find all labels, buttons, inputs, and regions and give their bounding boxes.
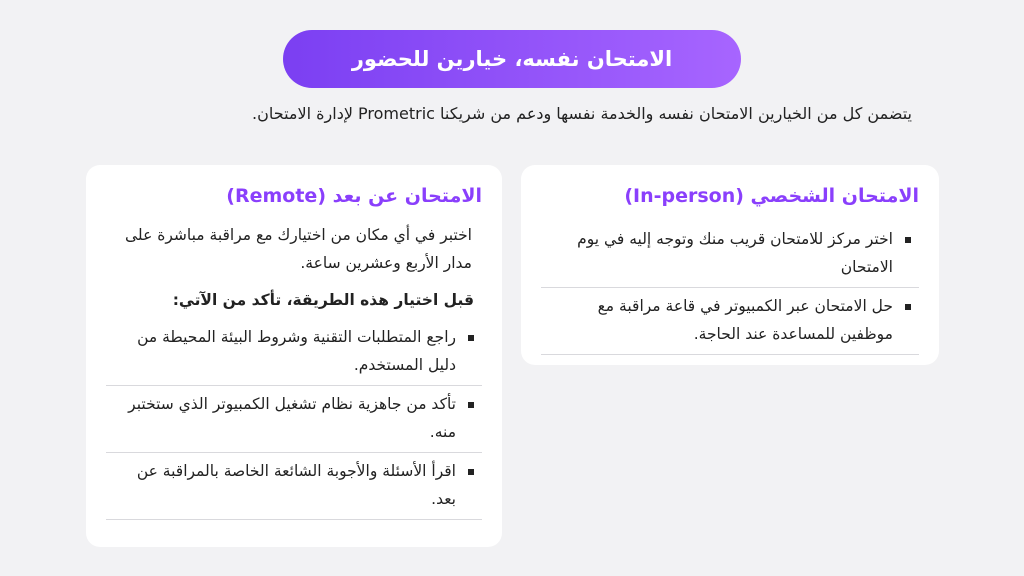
list-item-text: اختر مركز للامتحان قريب منك وتوجه إليه في يوم الامتحان (577, 230, 893, 276)
list-item (541, 288, 919, 355)
list-item-text: تأكد من جاهزية نظام تشغيل الكمبيوتر الذي ستختبر منه. (128, 395, 456, 441)
bullet-icon (468, 335, 474, 341)
remote-title: الامتحان عن بعد (Remote) (226, 185, 482, 207)
list-item-text: حل الامتحان عبر الكمبيوتر في قاعة مراقبة مع موظفين للمساعدة عند الحاجة. (597, 297, 893, 343)
list-item (106, 319, 482, 386)
list-item-text: راجع المتطلبات التقنية وشروط البيئة المحيطة من دليل المستخدم. (137, 328, 456, 374)
remote-subhead: قبل اختيار هذه الطريقة، تأكد من الآتي: (172, 291, 474, 309)
list-item-text: اقرأ الأسئلة والأجوبة الشائعة الخاصة بالمراقبة عن بعد. (136, 462, 456, 508)
inperson-card (521, 165, 939, 365)
list-item (106, 453, 482, 520)
remote-paragraph: اختبر في أي مكان من اختيارك مع مراقبة مباشرة على مدار الأربع وعشرين ساعة. (125, 226, 472, 272)
remote-list (106, 319, 482, 520)
bullet-icon (468, 402, 474, 408)
inperson-title: الامتحان الشخصي (In-person) (624, 185, 919, 207)
list-item (541, 221, 919, 288)
intro-text: يتضمن كل من الخيارين الامتحان نفسه والخدمة نفسها ودعم من شريكنا Prometric لإدارة الامتحان. (252, 104, 912, 123)
list-item (106, 386, 482, 453)
bullet-icon (905, 237, 911, 243)
bullet-icon (468, 469, 474, 475)
inperson-list (541, 221, 919, 355)
page-title: الامتحان نفسه، خيارين للحضور (283, 30, 741, 88)
bullet-icon (905, 304, 911, 310)
remote-card (86, 165, 502, 547)
